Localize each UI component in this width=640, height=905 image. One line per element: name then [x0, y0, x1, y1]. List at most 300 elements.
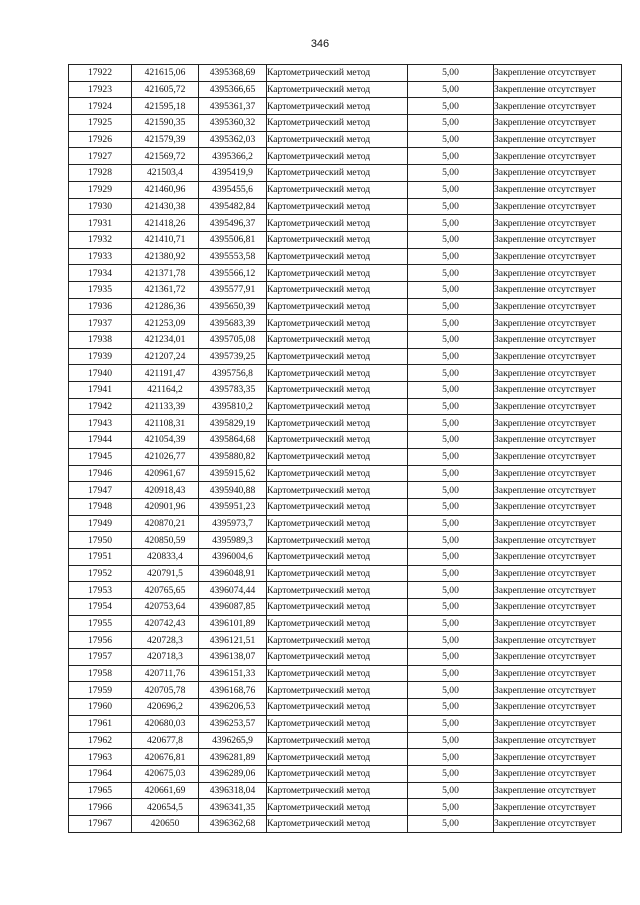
y-coordinate-cell: 4395368,69: [199, 65, 267, 82]
x-coordinate-cell: 420918,43: [132, 482, 199, 499]
error-cell: 5,00: [408, 115, 494, 132]
point-number-cell: 17949: [69, 515, 132, 532]
x-coordinate-cell: 421108,31: [132, 415, 199, 432]
fixation-cell: Закрепление отсутствует: [494, 98, 622, 115]
table-row: [69, 398, 622, 415]
method-cell: Картометрический метод: [267, 599, 408, 616]
y-coordinate-cell: 4396289,06: [199, 765, 267, 782]
point-number-cell: 17951: [69, 548, 132, 565]
fixation-cell: Закрепление отсутствует: [494, 532, 622, 549]
y-coordinate-cell: 4395756,8: [199, 365, 267, 382]
fixation-cell: Закрепление отсутствует: [494, 165, 622, 182]
table-row: [69, 432, 622, 449]
fixation-cell: Закрепление отсутствует: [494, 281, 622, 298]
method-cell: Картометрический метод: [267, 231, 408, 248]
point-number-cell: 17943: [69, 415, 132, 432]
fixation-cell: Закрепление отсутствует: [494, 332, 622, 349]
point-number-cell: 17948: [69, 498, 132, 515]
y-coordinate-cell: 4396253,57: [199, 715, 267, 732]
y-coordinate-cell: 4395864,68: [199, 432, 267, 449]
x-coordinate-cell: 421569,72: [132, 148, 199, 165]
table-row: [69, 231, 622, 248]
table-row: [69, 749, 622, 766]
y-coordinate-cell: 4395940,88: [199, 482, 267, 499]
x-coordinate-cell: 420676,81: [132, 749, 199, 766]
table-row: [69, 465, 622, 482]
table-row: [69, 548, 622, 565]
error-cell: 5,00: [408, 348, 494, 365]
y-coordinate-cell: 4396265,9: [199, 732, 267, 749]
fixation-cell: Закрепление отсутствует: [494, 765, 622, 782]
point-number-cell: 17931: [69, 215, 132, 232]
point-number-cell: 17938: [69, 332, 132, 349]
x-coordinate-cell: 420680,03: [132, 715, 199, 732]
error-cell: 5,00: [408, 98, 494, 115]
table-row: [69, 98, 622, 115]
table-row: [69, 649, 622, 666]
x-coordinate-cell: 421234,01: [132, 332, 199, 349]
point-number-cell: 17956: [69, 632, 132, 649]
fixation-cell: Закрепление отсутствует: [494, 715, 622, 732]
x-coordinate-cell: 420728,3: [132, 632, 199, 649]
fixation-cell: Закрепление отсутствует: [494, 699, 622, 716]
error-cell: 5,00: [408, 365, 494, 382]
point-number-cell: 17930: [69, 198, 132, 215]
table-row: [69, 799, 622, 816]
x-coordinate-cell: 421191,47: [132, 365, 199, 382]
error-cell: 5,00: [408, 382, 494, 399]
y-coordinate-cell: 4395419,9: [199, 165, 267, 182]
method-cell: Картометрический метод: [267, 665, 408, 682]
table-row: [69, 248, 622, 265]
x-coordinate-cell: 420654,5: [132, 799, 199, 816]
fixation-cell: Закрепление отсутствует: [494, 482, 622, 499]
point-number-cell: 17965: [69, 782, 132, 799]
error-cell: 5,00: [408, 131, 494, 148]
fixation-cell: Закрепление отсутствует: [494, 198, 622, 215]
point-number-cell: 17946: [69, 465, 132, 482]
fixation-cell: Закрепление отсутствует: [494, 248, 622, 265]
fixation-cell: Закрепление отсутствует: [494, 148, 622, 165]
method-cell: Картометрический метод: [267, 498, 408, 515]
point-number-cell: 17922: [69, 65, 132, 82]
x-coordinate-cell: 421590,35: [132, 115, 199, 132]
method-cell: Картометрический метод: [267, 749, 408, 766]
x-coordinate-cell: 420870,21: [132, 515, 199, 532]
error-cell: 5,00: [408, 415, 494, 432]
fixation-cell: Закрепление отсутствует: [494, 632, 622, 649]
y-coordinate-cell: 4395989,3: [199, 532, 267, 549]
table-row: [69, 815, 622, 832]
y-coordinate-cell: 4396121,51: [199, 632, 267, 649]
error-cell: 5,00: [408, 649, 494, 666]
fixation-cell: Закрепление отсутствует: [494, 682, 622, 699]
y-coordinate-cell: 4395366,65: [199, 81, 267, 98]
fixation-cell: Закрепление отсутствует: [494, 815, 622, 832]
y-coordinate-cell: 4396087,85: [199, 599, 267, 616]
y-coordinate-cell: 4395553,58: [199, 248, 267, 265]
point-number-cell: 17942: [69, 398, 132, 415]
x-coordinate-cell: 421605,72: [132, 81, 199, 98]
x-coordinate-cell: 420718,3: [132, 649, 199, 666]
method-cell: Картометрический метод: [267, 582, 408, 599]
error-cell: 5,00: [408, 548, 494, 565]
point-number-cell: 17925: [69, 115, 132, 132]
point-number-cell: 17927: [69, 148, 132, 165]
error-cell: 5,00: [408, 398, 494, 415]
x-coordinate-cell: 420675,03: [132, 765, 199, 782]
y-coordinate-cell: 4395577,91: [199, 281, 267, 298]
y-coordinate-cell: 4396074,44: [199, 582, 267, 599]
method-cell: Картометрический метод: [267, 432, 408, 449]
x-coordinate-cell: 421253,09: [132, 315, 199, 332]
y-coordinate-cell: 4395973,7: [199, 515, 267, 532]
method-cell: Картометрический метод: [267, 382, 408, 399]
error-cell: 5,00: [408, 65, 494, 82]
method-cell: Картометрический метод: [267, 165, 408, 182]
point-number-cell: 17923: [69, 81, 132, 98]
table-row: [69, 315, 622, 332]
error-cell: 5,00: [408, 765, 494, 782]
point-number-cell: 17934: [69, 265, 132, 282]
table-row: [69, 181, 622, 198]
fixation-cell: Закрепление отсутствует: [494, 298, 622, 315]
point-number-cell: 17959: [69, 682, 132, 699]
x-coordinate-cell: 421615,06: [132, 65, 199, 82]
error-cell: 5,00: [408, 532, 494, 549]
method-cell: Картометрический метод: [267, 348, 408, 365]
point-number-cell: 17964: [69, 765, 132, 782]
x-coordinate-cell: 420661,69: [132, 782, 199, 799]
y-coordinate-cell: 4396362,68: [199, 815, 267, 832]
fixation-cell: Закрепление отсутствует: [494, 231, 622, 248]
error-cell: 5,00: [408, 315, 494, 332]
y-coordinate-cell: 4396151,33: [199, 665, 267, 682]
x-coordinate-cell: 421054,39: [132, 432, 199, 449]
point-number-cell: 17928: [69, 165, 132, 182]
x-coordinate-cell: 420705,78: [132, 682, 199, 699]
y-coordinate-cell: 4395496,37: [199, 215, 267, 232]
point-number-cell: 17932: [69, 231, 132, 248]
error-cell: 5,00: [408, 615, 494, 632]
fixation-cell: Закрепление отсутствует: [494, 181, 622, 198]
fixation-cell: Закрепление отсутствует: [494, 665, 622, 682]
fixation-cell: Закрепление отсутствует: [494, 382, 622, 399]
y-coordinate-cell: 4395829,19: [199, 415, 267, 432]
fixation-cell: Закрепление отсутствует: [494, 315, 622, 332]
method-cell: Картометрический метод: [267, 198, 408, 215]
method-cell: Картометрический метод: [267, 782, 408, 799]
method-cell: Картометрический метод: [267, 715, 408, 732]
method-cell: Картометрический метод: [267, 649, 408, 666]
fixation-cell: Закрепление отсутствует: [494, 565, 622, 582]
point-number-cell: 17967: [69, 815, 132, 832]
x-coordinate-cell: 421380,92: [132, 248, 199, 265]
y-coordinate-cell: 4396168,76: [199, 682, 267, 699]
fixation-cell: Закрепление отсутствует: [494, 515, 622, 532]
table-row: [69, 215, 622, 232]
x-coordinate-cell: 421410,71: [132, 231, 199, 248]
coordinates-table-body: [69, 65, 622, 833]
method-cell: Картометрический метод: [267, 98, 408, 115]
method-cell: Картометрический метод: [267, 115, 408, 132]
error-cell: 5,00: [408, 682, 494, 699]
y-coordinate-cell: 4395880,82: [199, 448, 267, 465]
x-coordinate-cell: 421133,39: [132, 398, 199, 415]
fixation-cell: Закрепление отсутствует: [494, 799, 622, 816]
x-coordinate-cell: 421579,39: [132, 131, 199, 148]
method-cell: Картометрический метод: [267, 265, 408, 282]
y-coordinate-cell: 4395360,32: [199, 115, 267, 132]
point-number-cell: 17958: [69, 665, 132, 682]
table-row: [69, 732, 622, 749]
table-row: [69, 482, 622, 499]
fixation-cell: Закрепление отсутствует: [494, 615, 622, 632]
fixation-cell: Закрепление отсутствует: [494, 732, 622, 749]
table-row: [69, 131, 622, 148]
table-row: [69, 699, 622, 716]
x-coordinate-cell: 420650: [132, 815, 199, 832]
method-cell: Картометрический метод: [267, 448, 408, 465]
error-cell: 5,00: [408, 782, 494, 799]
error-cell: 5,00: [408, 448, 494, 465]
fixation-cell: Закрепление отсутствует: [494, 749, 622, 766]
point-number-cell: 17962: [69, 732, 132, 749]
fixation-cell: Закрепление отсутствует: [494, 432, 622, 449]
point-number-cell: 17935: [69, 281, 132, 298]
error-cell: 5,00: [408, 582, 494, 599]
x-coordinate-cell: 420677,8: [132, 732, 199, 749]
x-coordinate-cell: 420765,65: [132, 582, 199, 599]
point-number-cell: 17966: [69, 799, 132, 816]
x-coordinate-cell: 421430,38: [132, 198, 199, 215]
method-cell: Картометрический метод: [267, 81, 408, 98]
table-row: [69, 565, 622, 582]
error-cell: 5,00: [408, 148, 494, 165]
method-cell: Картометрический метод: [267, 532, 408, 549]
error-cell: 5,00: [408, 565, 494, 582]
point-number-cell: 17954: [69, 599, 132, 616]
y-coordinate-cell: 4396318,04: [199, 782, 267, 799]
point-number-cell: 17952: [69, 565, 132, 582]
point-number-cell: 17933: [69, 248, 132, 265]
y-coordinate-cell: 4395366,2: [199, 148, 267, 165]
method-cell: Картометрический метод: [267, 682, 408, 699]
method-cell: Картометрический метод: [267, 565, 408, 582]
table-row: [69, 81, 622, 98]
method-cell: Картометрический метод: [267, 148, 408, 165]
method-cell: Картометрический метод: [267, 615, 408, 632]
table-row: [69, 415, 622, 432]
coordinates-table: [68, 64, 622, 833]
method-cell: Картометрический метод: [267, 315, 408, 332]
table-row: [69, 532, 622, 549]
error-cell: 5,00: [408, 81, 494, 98]
table-row: [69, 615, 622, 632]
error-cell: 5,00: [408, 515, 494, 532]
y-coordinate-cell: 4395683,39: [199, 315, 267, 332]
error-cell: 5,00: [408, 699, 494, 716]
table-row: [69, 632, 622, 649]
fixation-cell: Закрепление отсутствует: [494, 548, 622, 565]
error-cell: 5,00: [408, 215, 494, 232]
table-row: [69, 682, 622, 699]
x-coordinate-cell: 420961,67: [132, 465, 199, 482]
y-coordinate-cell: 4395362,03: [199, 131, 267, 148]
point-number-cell: 17957: [69, 649, 132, 666]
point-number-cell: 17961: [69, 715, 132, 732]
error-cell: 5,00: [408, 498, 494, 515]
y-coordinate-cell: 4395506,81: [199, 231, 267, 248]
table-row: [69, 198, 622, 215]
fixation-cell: Закрепление отсутствует: [494, 498, 622, 515]
table-row: [69, 665, 622, 682]
point-number-cell: 17936: [69, 298, 132, 315]
fixation-cell: Закрепление отсутствует: [494, 582, 622, 599]
point-number-cell: 17960: [69, 699, 132, 716]
y-coordinate-cell: 4396341,35: [199, 799, 267, 816]
error-cell: 5,00: [408, 432, 494, 449]
point-number-cell: 17947: [69, 482, 132, 499]
fixation-cell: Закрепление отсутствует: [494, 65, 622, 82]
x-coordinate-cell: 421361,72: [132, 281, 199, 298]
x-coordinate-cell: 421026,77: [132, 448, 199, 465]
x-coordinate-cell: 420711,76: [132, 665, 199, 682]
point-number-cell: 17945: [69, 448, 132, 465]
page-number: 346: [310, 38, 330, 50]
y-coordinate-cell: 4395361,37: [199, 98, 267, 115]
y-coordinate-cell: 4396101,89: [199, 615, 267, 632]
point-number-cell: 17940: [69, 365, 132, 382]
method-cell: Картометрический метод: [267, 732, 408, 749]
method-cell: Картометрический метод: [267, 632, 408, 649]
table-row: [69, 332, 622, 349]
table-row: [69, 148, 622, 165]
method-cell: Картометрический метод: [267, 799, 408, 816]
table-row: [69, 715, 622, 732]
point-number-cell: 17944: [69, 432, 132, 449]
fixation-cell: Закрепление отсутствует: [494, 465, 622, 482]
fixation-cell: Закрепление отсутствует: [494, 131, 622, 148]
point-number-cell: 17955: [69, 615, 132, 632]
y-coordinate-cell: 4395650,39: [199, 298, 267, 315]
table-row: [69, 365, 622, 382]
x-coordinate-cell: 420753,64: [132, 599, 199, 616]
fixation-cell: Закрепление отсутствует: [494, 782, 622, 799]
point-number-cell: 17926: [69, 131, 132, 148]
x-coordinate-cell: 421418,26: [132, 215, 199, 232]
method-cell: Картометрический метод: [267, 65, 408, 82]
method-cell: Картометрический метод: [267, 465, 408, 482]
error-cell: 5,00: [408, 265, 494, 282]
y-coordinate-cell: 4395951,23: [199, 498, 267, 515]
table-row: [69, 782, 622, 799]
fixation-cell: Закрепление отсутствует: [494, 415, 622, 432]
y-coordinate-cell: 4395810,2: [199, 398, 267, 415]
table-row: [69, 599, 622, 616]
method-cell: Картометрический метод: [267, 365, 408, 382]
error-cell: 5,00: [408, 799, 494, 816]
error-cell: 5,00: [408, 165, 494, 182]
point-number-cell: 17924: [69, 98, 132, 115]
table-row: [69, 582, 622, 599]
table-row: [69, 515, 622, 532]
error-cell: 5,00: [408, 749, 494, 766]
error-cell: 5,00: [408, 281, 494, 298]
x-coordinate-cell: 421207,24: [132, 348, 199, 365]
table-row: [69, 448, 622, 465]
method-cell: Картометрический метод: [267, 215, 408, 232]
method-cell: Картометрический метод: [267, 415, 408, 432]
point-number-cell: 17953: [69, 582, 132, 599]
error-cell: 5,00: [408, 815, 494, 832]
method-cell: Картометрический метод: [267, 248, 408, 265]
error-cell: 5,00: [408, 198, 494, 215]
table-row: [69, 165, 622, 182]
x-coordinate-cell: 420696,2: [132, 699, 199, 716]
error-cell: 5,00: [408, 599, 494, 616]
y-coordinate-cell: 4396281,89: [199, 749, 267, 766]
method-cell: Картометрический метод: [267, 815, 408, 832]
method-cell: Картометрический метод: [267, 131, 408, 148]
y-coordinate-cell: 4395783,35: [199, 382, 267, 399]
table-row: [69, 265, 622, 282]
method-cell: Картометрический метод: [267, 699, 408, 716]
y-coordinate-cell: 4396206,53: [199, 699, 267, 716]
fixation-cell: Закрепление отсутствует: [494, 365, 622, 382]
fixation-cell: Закрепление отсутствует: [494, 448, 622, 465]
method-cell: Картометрический метод: [267, 765, 408, 782]
y-coordinate-cell: 4395455,6: [199, 181, 267, 198]
y-coordinate-cell: 4395915,62: [199, 465, 267, 482]
error-cell: 5,00: [408, 248, 494, 265]
x-coordinate-cell: 421503,4: [132, 165, 199, 182]
error-cell: 5,00: [408, 231, 494, 248]
point-number-cell: 17963: [69, 749, 132, 766]
point-number-cell: 17929: [69, 181, 132, 198]
y-coordinate-cell: 4395566,12: [199, 265, 267, 282]
table-row: [69, 765, 622, 782]
table-row: [69, 382, 622, 399]
method-cell: Картометрический метод: [267, 332, 408, 349]
point-number-cell: 17939: [69, 348, 132, 365]
x-coordinate-cell: 421595,18: [132, 98, 199, 115]
x-coordinate-cell: 421371,78: [132, 265, 199, 282]
point-number-cell: 17941: [69, 382, 132, 399]
method-cell: Картометрический метод: [267, 398, 408, 415]
table-row: [69, 281, 622, 298]
method-cell: Картометрический метод: [267, 181, 408, 198]
fixation-cell: Закрепление отсутствует: [494, 599, 622, 616]
y-coordinate-cell: 4396138,07: [199, 649, 267, 666]
y-coordinate-cell: 4396004,6: [199, 548, 267, 565]
x-coordinate-cell: 420850,59: [132, 532, 199, 549]
x-coordinate-cell: 420901,96: [132, 498, 199, 515]
error-cell: 5,00: [408, 665, 494, 682]
fixation-cell: Закрепление отсутствует: [494, 398, 622, 415]
point-number-cell: 17937: [69, 315, 132, 332]
x-coordinate-cell: 420742,43: [132, 615, 199, 632]
table-row: [69, 498, 622, 515]
error-cell: 5,00: [408, 632, 494, 649]
error-cell: 5,00: [408, 715, 494, 732]
table-row: [69, 115, 622, 132]
y-coordinate-cell: 4395705,08: [199, 332, 267, 349]
table-row: [69, 65, 622, 82]
y-coordinate-cell: 4395739,25: [199, 348, 267, 365]
fixation-cell: Закрепление отсутствует: [494, 81, 622, 98]
error-cell: 5,00: [408, 465, 494, 482]
